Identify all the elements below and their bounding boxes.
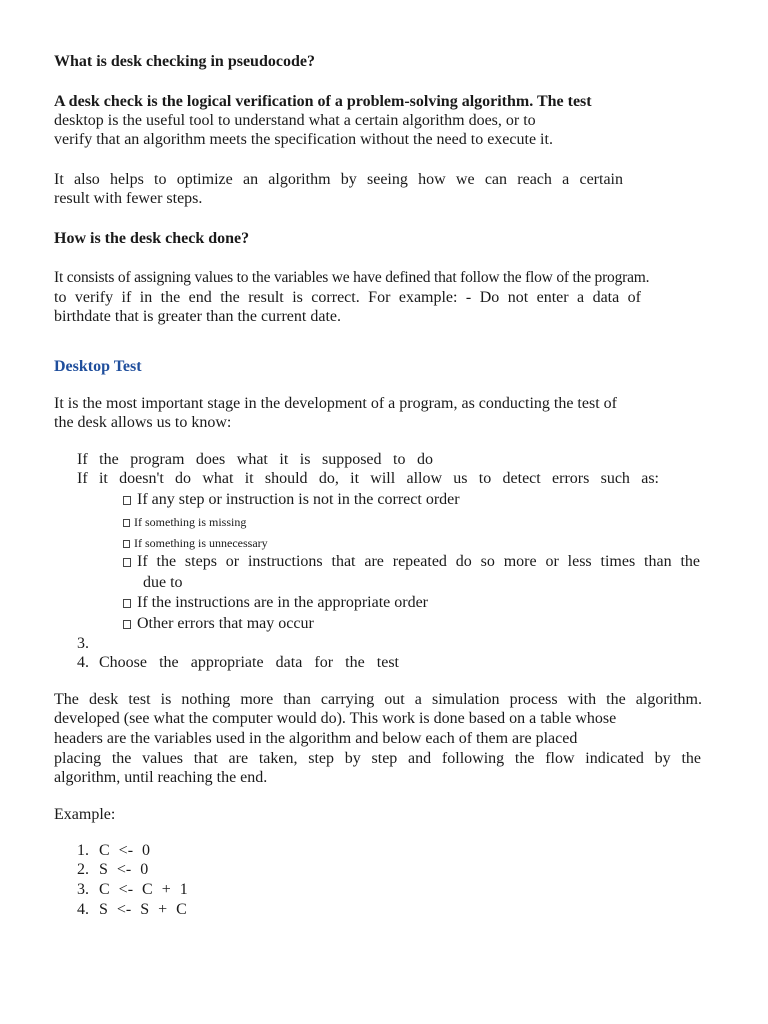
- para3-line2-text: to verify if in the end the result is correct. For example: - Do not enter a data of: [54, 289, 641, 306]
- example-line-code: C <- C + 1: [99, 881, 188, 898]
- example-line: [77, 900, 187, 920]
- para4-line2: developed (see what the computer would do). This work is done based on a table whose: [54, 710, 617, 727]
- para4-line1-text: The desk test is nothing more than carrying out a simulation process with the algorithm.: [54, 691, 702, 708]
- sub-item-4: [123, 552, 701, 572]
- para2-line1-text: It also helps to optimize an algorithm by seeing how we can reach a certain: [54, 171, 623, 188]
- sub-item-3-text: If something is unnecessary: [134, 536, 268, 550]
- example-line: [77, 860, 148, 880]
- sub-item-1-text: If any step or instruction is not in the correct order: [137, 491, 460, 508]
- heading-how-desk-check-done: How is the desk check done?: [54, 230, 250, 247]
- section-title-desktop-test: Desktop Test: [54, 358, 142, 375]
- list-item-2-text: If it doesn't do what it should do, it will allow us to detect errors such as:: [77, 470, 659, 487]
- sub-item-4-text: If the steps or instructions that are repeated do so more or less times than the: [137, 553, 700, 570]
- checkbox-glyph-icon: [123, 496, 131, 505]
- list-item-1-text: If the program does what it is supposed to do: [77, 451, 433, 468]
- para4-line1: [54, 690, 702, 710]
- sub-item-4-cont: due to: [143, 574, 183, 591]
- example-line: [77, 841, 150, 861]
- sub-item-2: [123, 512, 246, 532]
- para4-line5: algorithm, until reaching the end.: [54, 769, 268, 786]
- list-item-4-text: Choose the appropriate data for the test: [99, 654, 399, 671]
- para2-line1: [54, 170, 623, 190]
- intro-line2: the desk allows us to know:: [54, 414, 232, 431]
- sub-item-2-text: If something is missing: [134, 515, 247, 529]
- para4-line3: headers are the variables used in the algorithm and below each of them are placed: [54, 730, 578, 747]
- checkbox-glyph-icon: [123, 540, 130, 548]
- sub-item-6: [123, 614, 314, 634]
- list-number-3: 3.: [77, 635, 89, 652]
- list-number-4: 4.: [77, 654, 89, 671]
- checkbox-glyph-icon: [123, 599, 131, 608]
- checkbox-glyph-icon: [123, 519, 130, 527]
- example-line-code: C <- 0: [99, 842, 151, 859]
- heading-what-is-desk-checking: What is desk checking in pseudocode?: [54, 53, 315, 70]
- sub-item-1: [123, 490, 460, 510]
- para4-line4-text: placing the values that are taken, step by step and following the flow indicated by the: [54, 750, 701, 767]
- sub-item-5: [123, 593, 428, 613]
- para1-line3: verify that an algorithm meets the specification without the need to execute it.: [54, 131, 553, 148]
- list-item-4: [77, 653, 399, 673]
- example-line-number: 4.: [77, 901, 89, 918]
- para3-line3: birthdate that is greater than the current date.: [54, 308, 341, 325]
- example-label: Example:: [54, 806, 116, 823]
- para1-line2: desktop is the useful tool to understand what a certain algorithm does, or to: [54, 112, 536, 129]
- intro-line1: It is the most important stage in the development of a program, as conducting the test of: [54, 395, 617, 412]
- para2-line2: result with fewer steps.: [54, 190, 203, 207]
- para3-line2: [54, 288, 641, 308]
- sub-item-3: [123, 533, 268, 553]
- checkbox-glyph-icon: [123, 558, 131, 567]
- sub-item-5-text: If the instructions are in the appropriate order: [137, 594, 428, 611]
- example-line-number: 3.: [77, 881, 89, 898]
- para1-line1: A desk check is the logical verification of a problem-solving algorithm. The test: [54, 93, 592, 110]
- example-line-code: S <- 0: [99, 861, 149, 878]
- list-item-2: [77, 469, 659, 489]
- sub-item-6-text: Other errors that may occur: [137, 615, 314, 632]
- para3-line1: It consists of assigning values to the variables we have defined that follow the flow of the program.: [54, 269, 650, 286]
- para4-line4: [54, 749, 701, 769]
- example-line-number: 1.: [77, 842, 89, 859]
- example-line: [77, 880, 188, 900]
- example-line-number: 2.: [77, 861, 89, 878]
- example-line-code: S <- S + C: [99, 901, 187, 918]
- checkbox-glyph-icon: [123, 620, 131, 629]
- list-item-1: [77, 450, 433, 470]
